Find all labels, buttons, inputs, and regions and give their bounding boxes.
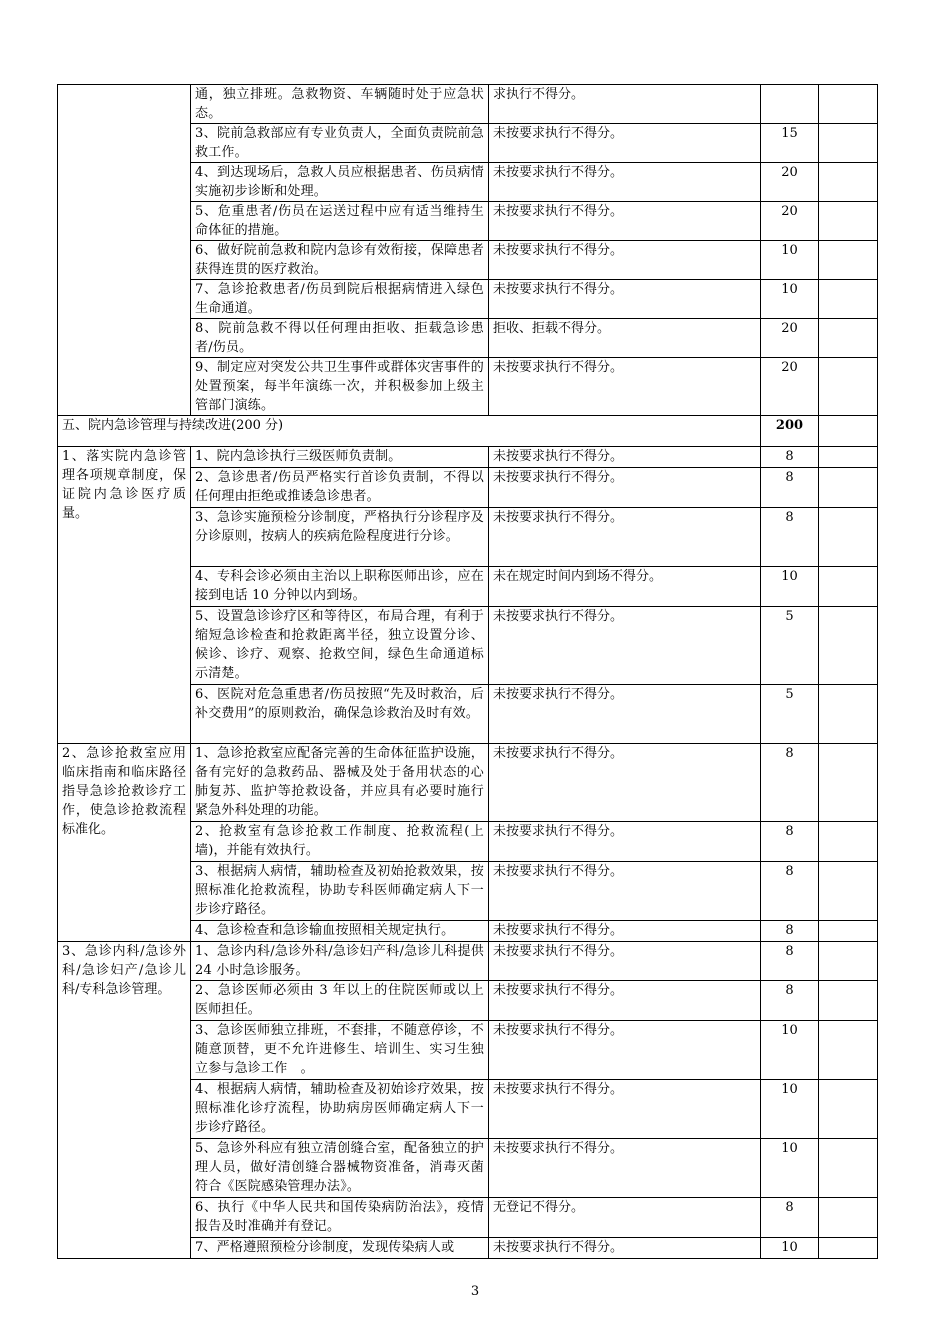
- actual-score-cell: [819, 685, 878, 744]
- item-cell: 9、制定应对突发公共卫生事件或群体灾害事件的处置预案，每半年演练一次，并积极参加上级主管部门演练。: [191, 358, 489, 416]
- item-cell: 4、急诊检查和急诊输血按照相关规定执行。: [191, 921, 489, 942]
- section-title: 五、院内急诊管理与持续改进(200 分): [58, 416, 761, 447]
- score-cell: 8: [761, 942, 819, 981]
- score-cell: 8: [761, 921, 819, 942]
- rule-cell: 未按要求执行不得分。: [489, 1021, 761, 1080]
- rule-cell: 未在规定时间内到场不得分。: [489, 567, 761, 607]
- item-cell: 6、执行《中华人民共和国传染病防治法》，疫情报告及时准确并有登记。: [191, 1198, 489, 1238]
- actual-score-cell: [819, 1080, 878, 1139]
- score-cell: 20: [761, 202, 819, 241]
- score-cell: 5: [761, 685, 819, 744]
- item-cell: 1、急诊抢救室应配备完善的生命体征监护设施，备有完好的急救药品、器械及处于备用状态的心肺复苏、监护等抢救设备，并应具有必要时施行紧急外科处理的功能。: [191, 744, 489, 822]
- actual-score-cell: [819, 241, 878, 280]
- rule-cell: 未按要求执行不得分。: [489, 241, 761, 280]
- actual-score-cell: [819, 358, 878, 416]
- rule-cell: 未按要求执行不得分。: [489, 1139, 761, 1198]
- table-row: [58, 942, 878, 981]
- item-cell: 5、危重患者/伤员在运送过程中应有适当维持生命体征的措施。: [191, 202, 489, 241]
- score-cell: 10: [761, 280, 819, 319]
- actual-score-cell: [819, 1238, 878, 1259]
- score-cell: 10: [761, 567, 819, 607]
- score-cell: 20: [761, 319, 819, 358]
- rule-cell: 未按要求执行不得分。: [489, 607, 761, 685]
- item-cell: 3、根据病人病情，辅助检查及初始抢救效果，按照标准化抢救流程，协助专科医师确定病人下一步诊疗路径。: [191, 862, 489, 921]
- rule-cell: 未按要求执行不得分。: [489, 202, 761, 241]
- rule-cell: 未按要求执行不得分。: [489, 685, 761, 744]
- score-cell: 8: [761, 744, 819, 822]
- actual-score-cell: [819, 202, 878, 241]
- actual-score-cell: [819, 124, 878, 163]
- item-cell: 1、急诊内科/急诊外科/急诊妇产科/急诊儿科提供 24 小时急诊服务。: [191, 942, 489, 981]
- rule-cell: 未按要求执行不得分。: [489, 942, 761, 981]
- rule-cell: 求执行不得分。: [489, 85, 761, 124]
- actual-score-cell: [819, 447, 878, 468]
- score-cell: 10: [761, 1021, 819, 1080]
- actual-score-cell: [819, 1139, 878, 1198]
- actual-score-cell: [819, 607, 878, 685]
- standard-cell: 1、落实院内急诊管理各项规章制度，保证院内急诊医疗质量。: [58, 447, 191, 744]
- score-cell: 8: [761, 822, 819, 862]
- actual-score-cell: [819, 85, 878, 124]
- item-cell: 6、做好院前急救和院内急诊有效衔接，保障患者获得连贯的医疗救治。: [191, 241, 489, 280]
- rule-cell: 未按要求执行不得分。: [489, 508, 761, 567]
- item-cell: 5、设置急诊诊疗区和等待区，布局合理，有利于缩短急诊检查和抢救距离半径，独立设置分诊、候诊、诊疗、观察、抢救空间，绿色生命通道标示清楚。: [191, 607, 489, 685]
- item-cell: 通，独立排班。急救物资、车辆随时处于应急状态。: [191, 85, 489, 124]
- item-cell: 3、急诊医师独立排班，不套排，不随意停诊，不随意顶替，更不允许进修生、培训生、实习生独立参与急诊工作 。: [191, 1021, 489, 1080]
- standard-cell: [58, 85, 191, 416]
- rule-cell: 未按要求执行不得分。: [489, 862, 761, 921]
- rule-cell: 未按要求执行不得分。: [489, 981, 761, 1021]
- standard-cell: 2、急诊抢救室应用临床指南和临床路径指导急诊抢救诊疗工作，使急诊抢救流程标准化。: [58, 744, 191, 942]
- table-row: [58, 744, 878, 822]
- rule-cell: 未按要求执行不得分。: [489, 1238, 761, 1259]
- rule-cell: 未按要求执行不得分。: [489, 1080, 761, 1139]
- score-cell: 8: [761, 981, 819, 1021]
- score-cell: 20: [761, 358, 819, 416]
- actual-score-cell: [819, 319, 878, 358]
- score-cell: 5: [761, 607, 819, 685]
- score-cell: 8: [761, 447, 819, 468]
- actual-score-cell: [819, 1198, 878, 1238]
- actual-score-cell: [819, 862, 878, 921]
- scoring-table: [57, 84, 878, 1259]
- actual-score-cell: [819, 280, 878, 319]
- rule-cell: 无登记不得分。: [489, 1198, 761, 1238]
- rule-cell: 未按要求执行不得分。: [489, 468, 761, 508]
- score-cell: 10: [761, 241, 819, 280]
- score-cell: 10: [761, 1080, 819, 1139]
- score-cell: 10: [761, 1238, 819, 1259]
- standard-cell: 3、急诊内科/急诊外科/急诊妇产/急诊儿科/专科急诊管理。: [58, 942, 191, 1259]
- actual-score-cell: [819, 921, 878, 942]
- item-cell: 4、根据病人病情，辅助检查及初始诊疗效果，按照标准化诊疗流程，协助病房医师确定病人下一步诊疗路径。: [191, 1080, 489, 1139]
- actual-score-cell: [819, 1021, 878, 1080]
- rule-cell: 未按要求执行不得分。: [489, 744, 761, 822]
- rule-cell: 未按要求执行不得分。: [489, 163, 761, 202]
- rule-cell: 未按要求执行不得分。: [489, 921, 761, 942]
- actual-score-cell: [819, 822, 878, 862]
- item-cell: 5、急诊外科应有独立清创缝合室，配备独立的护理人员，做好清创缝合器械物资准备，消毒灭菌符合《医院感染管理办法》。: [191, 1139, 489, 1198]
- score-cell: 8: [761, 1198, 819, 1238]
- table-row: [58, 447, 878, 468]
- actual-score-cell: [819, 508, 878, 567]
- rule-cell: 未按要求执行不得分。: [489, 447, 761, 468]
- actual-score-cell: [819, 416, 878, 447]
- item-cell: 6、医院对危急重患者/伤员按照“先及时救治，后补交费用”的原则救治，确保急诊救治及时有效。: [191, 685, 489, 744]
- item-cell: 2、急诊医师必须由 3 年以上的住院医师或以上医师担任。: [191, 981, 489, 1021]
- rule-cell: 未按要求执行不得分。: [489, 124, 761, 163]
- actual-score-cell: [819, 468, 878, 508]
- score-cell: 8: [761, 508, 819, 567]
- table-row: [58, 85, 878, 124]
- item-cell: 3、急诊实施预检分诊制度，严格执行分诊程序及分诊原则，按病人的疾病危险程度进行分诊。: [191, 508, 489, 567]
- item-cell: 2、抢救室有急诊抢救工作制度、抢救流程(上墙)，并能有效执行。: [191, 822, 489, 862]
- actual-score-cell: [819, 163, 878, 202]
- item-cell: 8、院前急救不得以任何理由拒收、拒载急诊患者/伤员。: [191, 319, 489, 358]
- rule-cell: 未按要求执行不得分。: [489, 358, 761, 416]
- page-number: 3: [470, 1284, 480, 1299]
- item-cell: 7、急诊抢救患者/伤员到院后根据病情进入绿色生命通道。: [191, 280, 489, 319]
- actual-score-cell: [819, 981, 878, 1021]
- section-total: 200: [761, 416, 819, 447]
- rule-cell: 拒收、拒载不得分。: [489, 319, 761, 358]
- score-cell: 8: [761, 862, 819, 921]
- section-header-row: [58, 416, 878, 447]
- score-cell: 8: [761, 468, 819, 508]
- actual-score-cell: [819, 744, 878, 822]
- item-cell: 4、专科会诊必须由主治以上职称医师出诊，应在接到电话 10 分钟以内到场。: [191, 567, 489, 607]
- actual-score-cell: [819, 567, 878, 607]
- rule-cell: 未按要求执行不得分。: [489, 280, 761, 319]
- score-cell: 20: [761, 163, 819, 202]
- score-cell: 15: [761, 124, 819, 163]
- actual-score-cell: [819, 942, 878, 981]
- score-cell: [761, 85, 819, 124]
- item-cell: 7、严格遵照预检分诊制度，发现传染病人或: [191, 1238, 489, 1259]
- item-cell: 1、院内急诊执行三级医师负责制。: [191, 447, 489, 468]
- rule-cell: 未按要求执行不得分。: [489, 822, 761, 862]
- item-cell: 3、院前急救部应有专业负责人，全面负责院前急救工作。: [191, 124, 489, 163]
- item-cell: 2、急诊患者/伤员严格实行首诊负责制，不得以任何理由拒绝或推诿急诊患者。: [191, 468, 489, 508]
- score-cell: 10: [761, 1139, 819, 1198]
- item-cell: 4、到达现场后，急救人员应根据患者、伤员病情实施初步诊断和处理。: [191, 163, 489, 202]
